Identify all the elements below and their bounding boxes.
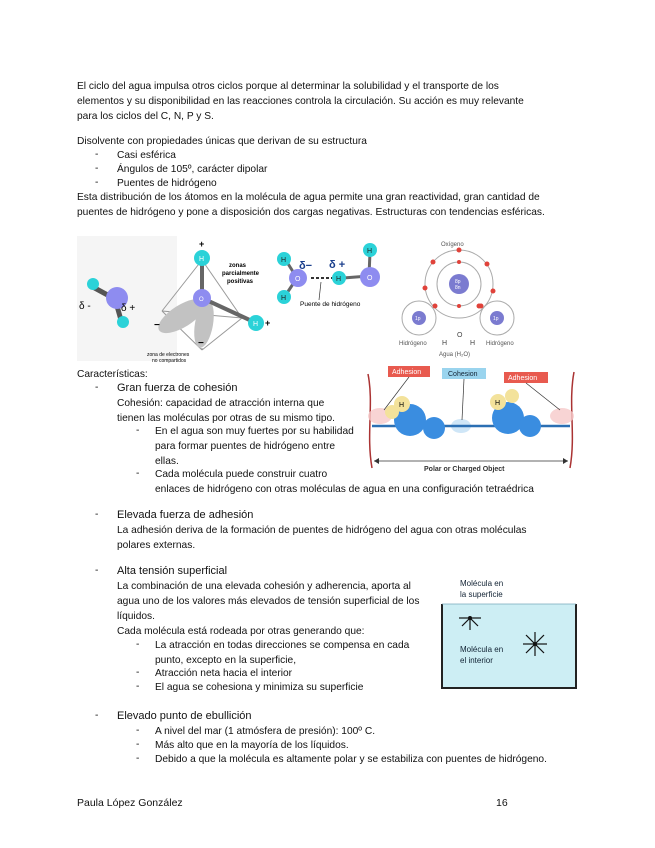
boiling-title: Elevado punto de ebullición <box>117 710 252 722</box>
tension-definition: La combinación de una elevada cohesión y adherencia, aporta al <box>117 581 411 592</box>
adhesion-title: Elevada fuerza de adhesión <box>117 509 254 521</box>
tension-definition: líquidos. <box>117 611 155 622</box>
adhesion-label: Adhesion <box>392 369 422 376</box>
svg-text:O: O <box>199 297 204 303</box>
polar-object-caption: Polar or Charged Object <box>424 466 505 473</box>
svg-text:H: H <box>281 295 287 302</box>
solvent-paragraph-line: Esta distribución de los átomos en la molécula de agua permite una gran reactividad, gran cantidad de <box>77 192 540 203</box>
delta-plus-label: δ + <box>329 259 346 271</box>
tension-sub-item: Atracción neta hacia el interior <box>155 668 293 679</box>
svg-text:parcialmente: parcialmente <box>222 271 260 277</box>
cohesion-definition: Cohesión: capacidad de atracción interna que <box>117 398 325 409</box>
cohesion-sub-item: enlaces de hidrógeno con otras moléculas de agua en una configuración tetraédrica <box>155 484 534 495</box>
oxygen-label: Oxígeno <box>441 242 464 248</box>
svg-text:el interior: el interior <box>460 656 493 665</box>
delta-minus-label: δ - <box>79 301 91 312</box>
water-molecule <box>423 417 445 439</box>
svg-text:H: H <box>253 321 259 328</box>
adhesion-definition: La adhesión deriva de la formación de puentes de hidrógeno del agua con otras moléculas <box>117 525 527 536</box>
intro-line-3: para los ciclos del C, N, P y S. <box>77 111 214 122</box>
surface-tension-figure <box>440 576 580 691</box>
zones-positive-label: zonas <box>229 263 247 269</box>
svg-text:positivas: positivas <box>227 279 254 285</box>
svg-text:H: H <box>367 248 373 255</box>
solvent-item: Casi esférica <box>117 150 176 161</box>
solvent-paragraph-line: puentes de hidrógeno y pone a disposición dos cargas negativas. Estructuras con tendencias esféricas. <box>77 207 545 218</box>
svg-text:8n: 8n <box>455 285 461 291</box>
cohesion-label: Cohesion <box>448 371 478 378</box>
svg-text:1p: 1p <box>493 316 499 322</box>
hydrogen-atom <box>117 316 129 328</box>
svg-text:la superficie: la superficie <box>460 590 503 599</box>
interior-molecule-label: Molécula en <box>460 645 504 654</box>
cohesion-sub-item: para formar puentes de hidrógeno entre <box>155 441 336 452</box>
svg-text:H: H <box>470 340 476 347</box>
hydrogen-atom <box>87 278 99 290</box>
tension-sub-item: El agua se cohesiona y minimiza su superficie <box>155 682 364 693</box>
delta-minus-label: δ− <box>299 260 313 272</box>
solvent-heading: Disolvente con propiedades únicas que derivan de su estructura <box>77 136 367 147</box>
svg-text:−: − <box>154 320 160 331</box>
tension-definition: agua uno de los valores más elevados de tensión superficial de los <box>117 596 420 607</box>
tension-sub-item: punto, excepto en la superficie, <box>155 655 297 666</box>
svg-text:1p: 1p <box>415 316 421 322</box>
hydrogen-label: Hidrógeno <box>486 341 514 347</box>
page-number: 16 <box>496 797 508 809</box>
cohesion-sub-item: Cada molécula puede construir cuatro <box>155 469 328 480</box>
svg-text:H: H <box>281 257 287 264</box>
cohesion-title: Gran fuerza de cohesión <box>117 382 238 394</box>
solvent-item: Ángulos de 105º, carácter dipolar <box>117 164 268 175</box>
svg-text:no compartidos: no compartidos <box>152 358 187 364</box>
tetrahedral-figure <box>142 238 272 366</box>
svg-text:H: H <box>199 256 205 263</box>
svg-text:+: + <box>265 318 271 328</box>
svg-text:H: H <box>399 402 405 409</box>
intro-line-2: elementos y su disponibilidad en las reacciones controla la circulación. Su acción es muy relevante <box>77 96 524 107</box>
svg-text:−: − <box>198 338 204 349</box>
boiling-sub-item: A nivel del mar (1 atmósfera de presión): 100º C. <box>155 726 376 737</box>
tension-definition: Cada molécula está rodeada por otras generando que: <box>117 626 365 637</box>
adhesion-label: Adhesion <box>508 375 538 382</box>
hydrogen-atom <box>505 389 519 403</box>
footer-author: Paula López González <box>77 797 183 809</box>
atomic-structure-figure <box>397 236 529 362</box>
hydrogen-bond-figure <box>275 238 385 313</box>
water-molecule <box>519 415 541 437</box>
cohesion-sub-item: En el agua son muy fuertes por su habilidad <box>155 426 354 437</box>
cohesion-definition: tienen las moléculas por otras de su mismo tipo. <box>117 413 336 424</box>
svg-text:H: H <box>336 276 342 283</box>
surface-molecule-label: Molécula en <box>460 579 504 588</box>
document-page: El ciclo del agua impulsa otros ciclos porque al determinar la solubilidad y el transporte de los elementos y su disponibilidad en las reacciones controla la circulación. Su acción es muy relevante para los ciclos del C, N, P y S. Disolvente con propiedades únicas que derivan de su estructura - Casi esférica - Ángulos de 105º, carácter dipolar - Puentes de hidrógeno Esta distribución de los átomos en la molécula de agua permite una gran reactividad, gran cantidad de puentes de hidrógeno y pone a disposición dos cargas negativas. Estructuras con tendencias esféricas. δ - δ + O H H + + − − zonas parcialmente positivas zona de electrones no compartidos H H H H O O δ− δ + Puente de hidrógeno Oxígeno 8p 8n 1p 1p Hidrógeno Hidrógeno H O H Agua (H₂O) H H Adhesion Cohesion Adhesion Polar or Charged Object Características: - Gran fuerza de cohesión Cohesión: capacidad de atracción interna que tienen las moléculas por otras de su mismo tipo. - En el agua son muy fuertes por su habilidad para formar puentes de hidrógeno entre ellas. - Cada molécula puede construir cuatro enlaces de hidrógeno con otras moléculas de agua en una configuración tetraédrica - Elevada fuerza de adhesión La adhesión deriva de la formación de puentes de hidrógeno del agua con otras moléculas polares externas. - Alta tensión superficial La combinación de una elevada cohesión y adherencia, aporta al agua uno de los valores más elevados de tensión superficial de los líquidos. Cada molécula está rodeada por otras generando que: - La atracción en todas direcciones se compensa en cada punto, excepto en la superficie, - Atracción neta hacia el interior - El agua se cohesiona y minimiza su superficie Molécula en la superficie Molécula en el interior - Elevado punto de ebullición - A nivel del mar (1 atmósfera de presión): 100º C. - Más alto que en la mayoría de los líquidos. - Debido a que la molécula es altamente polar y se estabiliza con puentes de hidrógeno. Paula López González 16 <box>0 0 655 848</box>
svg-text:H: H <box>495 400 501 407</box>
svg-text:8p: 8p <box>455 279 461 285</box>
solvent-item: Puentes de hidrógeno <box>117 178 217 189</box>
cohesion-sub-item: ellas. <box>155 456 179 467</box>
svg-text:O: O <box>457 332 463 339</box>
features-title: Características: <box>77 369 148 380</box>
tension-title: Alta tensión superficial <box>117 565 228 577</box>
hydrogen-bond-label: Puente de hidrógeno <box>300 301 361 308</box>
boiling-sub-item: Debido a que la molécula es altamente polar y se estabiliza con puentes de hidrógeno. <box>155 754 547 765</box>
svg-text:O: O <box>295 276 301 283</box>
svg-text:O: O <box>367 275 373 282</box>
zones-negative-label: zona de electrones <box>147 352 190 358</box>
water-formula-label: Agua (H₂O) <box>439 352 471 358</box>
adhesion-definition: polares externas. <box>117 540 196 551</box>
tension-sub-item: La atracción en todas direcciones se compensa en cada <box>155 640 410 651</box>
cohesion-adhesion-figure <box>362 364 580 476</box>
delta-plus-label: δ + <box>121 303 136 314</box>
hydrogen-label: Hidrógeno <box>399 341 427 347</box>
svg-text:+: + <box>199 239 205 249</box>
svg-text:H: H <box>442 340 448 347</box>
hydrogen-atom <box>385 405 399 419</box>
boiling-sub-item: Más alto que en la mayoría de los líquidos. <box>155 740 349 751</box>
intro-line-1: El ciclo del agua impulsa otros ciclos porque al determinar la solubilidad y el transporte de los <box>77 81 499 92</box>
